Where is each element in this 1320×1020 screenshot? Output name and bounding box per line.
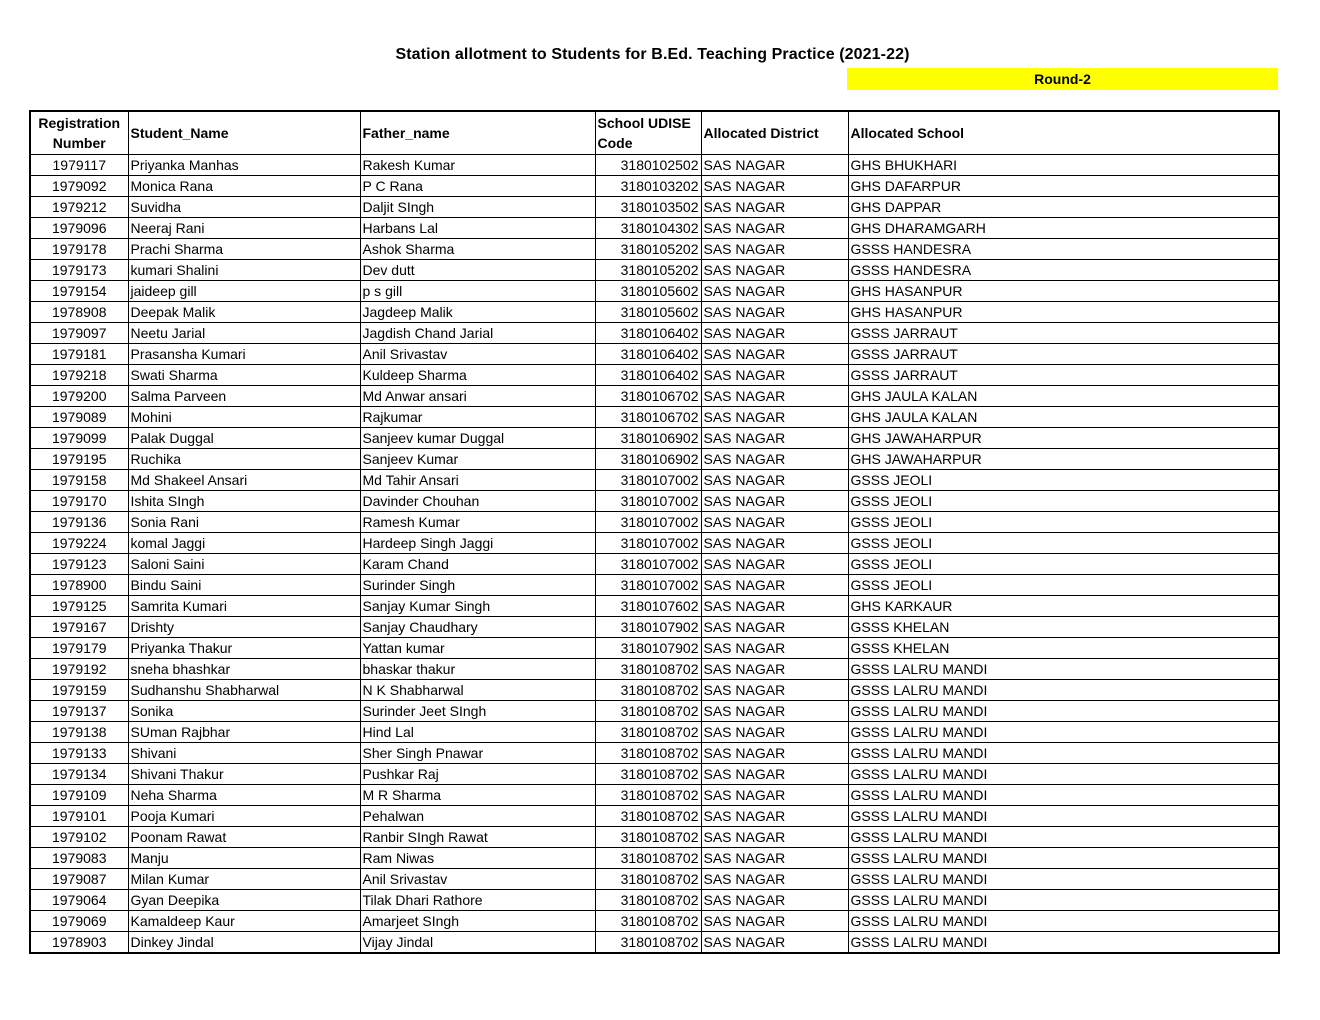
- school-cell: GSSS LALRU MANDI: [848, 680, 1279, 701]
- table-row: [30, 239, 1279, 260]
- student-name-cell: Saloni Saini: [128, 554, 360, 575]
- school-cell: GHS JAULA KALAN: [848, 407, 1279, 428]
- district-cell: SAS NAGAR: [701, 533, 848, 554]
- table-row: [30, 680, 1279, 701]
- district-cell: SAS NAGAR: [701, 155, 848, 176]
- father-name-cell: Sanjeev kumar Duggal: [360, 428, 595, 449]
- table-row: [30, 533, 1279, 554]
- district-cell: SAS NAGAR: [701, 617, 848, 638]
- header-student-name: Student_Name: [128, 111, 360, 155]
- table-row: [30, 911, 1279, 932]
- school-cell: GSSS LALRU MANDI: [848, 806, 1279, 827]
- udise-code-cell: 3180108702: [595, 722, 701, 743]
- registration-number-cell: 1978900: [30, 575, 128, 596]
- school-cell: GHS JAULA KALAN: [848, 386, 1279, 407]
- district-cell: SAS NAGAR: [701, 827, 848, 848]
- udise-code-cell: 3180107902: [595, 617, 701, 638]
- udise-code-cell: 3180105602: [595, 281, 701, 302]
- school-cell: GSSS JEOLI: [848, 554, 1279, 575]
- table-row: [30, 512, 1279, 533]
- table-row: [30, 764, 1279, 785]
- father-name-cell: Vijay Jindal: [360, 932, 595, 954]
- udise-code-cell: 3180108702: [595, 911, 701, 932]
- table-row: [30, 218, 1279, 239]
- father-name-cell: Md Anwar ansari: [360, 386, 595, 407]
- header-allocated-school: Allocated School: [848, 111, 1279, 155]
- school-cell: GSSS LALRU MANDI: [848, 743, 1279, 764]
- father-name-cell: Kuldeep Sharma: [360, 365, 595, 386]
- udise-code-cell: 3180102502: [595, 155, 701, 176]
- school-cell: GSSS JARRAUT: [848, 323, 1279, 344]
- registration-number-cell: 1979064: [30, 890, 128, 911]
- table-row: [30, 890, 1279, 911]
- udise-code-cell: 3180108702: [595, 932, 701, 954]
- district-cell: SAS NAGAR: [701, 659, 848, 680]
- registration-number-cell: 1979101: [30, 806, 128, 827]
- school-cell: GSSS JEOLI: [848, 575, 1279, 596]
- table-row: [30, 155, 1279, 176]
- father-name-cell: Dev dutt: [360, 260, 595, 281]
- district-cell: SAS NAGAR: [701, 848, 848, 869]
- udise-code-cell: 3180107002: [595, 512, 701, 533]
- table-row: [30, 701, 1279, 722]
- table-row: [30, 197, 1279, 218]
- district-cell: SAS NAGAR: [701, 638, 848, 659]
- father-name-cell: Sanjeev Kumar: [360, 449, 595, 470]
- udise-code-cell: 3180104302: [595, 218, 701, 239]
- student-name-cell: Prasansha Kumari: [128, 344, 360, 365]
- school-cell: GHS KARKAUR: [848, 596, 1279, 617]
- registration-number-cell: 1979069: [30, 911, 128, 932]
- school-cell: GSSS LALRU MANDI: [848, 911, 1279, 932]
- registration-number-cell: 1979087: [30, 869, 128, 890]
- district-cell: SAS NAGAR: [701, 386, 848, 407]
- table-row: [30, 869, 1279, 890]
- table-row: [30, 785, 1279, 806]
- district-cell: SAS NAGAR: [701, 596, 848, 617]
- registration-number-cell: 1979089: [30, 407, 128, 428]
- table-row: [30, 638, 1279, 659]
- student-name-cell: Neha Sharma: [128, 785, 360, 806]
- school-cell: GSSS LALRU MANDI: [848, 722, 1279, 743]
- district-cell: SAS NAGAR: [701, 491, 848, 512]
- table-row: [30, 470, 1279, 491]
- registration-number-cell: 1979167: [30, 617, 128, 638]
- udise-code-cell: 3180108702: [595, 743, 701, 764]
- student-name-cell: Priyanka Manhas: [128, 155, 360, 176]
- father-name-cell: Sanjay Kumar Singh: [360, 596, 595, 617]
- registration-number-cell: 1979218: [30, 365, 128, 386]
- district-cell: SAS NAGAR: [701, 365, 848, 386]
- udise-code-cell: 3180107002: [595, 554, 701, 575]
- father-name-cell: M R Sharma: [360, 785, 595, 806]
- student-name-cell: Shivani Thakur: [128, 764, 360, 785]
- allotment-table: [29, 110, 1280, 954]
- table-row: [30, 743, 1279, 764]
- registration-number-cell: 1979158: [30, 470, 128, 491]
- school-cell: GSSS LALRU MANDI: [848, 764, 1279, 785]
- header-allocated-district: Allocated District: [701, 111, 848, 155]
- udise-code-cell: 3180108702: [595, 764, 701, 785]
- school-cell: GSSS LALRU MANDI: [848, 827, 1279, 848]
- student-name-cell: Ruchika: [128, 449, 360, 470]
- student-name-cell: sneha bhashkar: [128, 659, 360, 680]
- student-name-cell: Ishita SIngh: [128, 491, 360, 512]
- table-row: [30, 386, 1279, 407]
- registration-number-cell: 1979154: [30, 281, 128, 302]
- school-cell: GSSS LALRU MANDI: [848, 659, 1279, 680]
- registration-number-cell: 1979179: [30, 638, 128, 659]
- table-row: [30, 407, 1279, 428]
- round-label: Round-2: [847, 68, 1278, 90]
- father-name-cell: Daljit SIngh: [360, 197, 595, 218]
- district-cell: SAS NAGAR: [701, 785, 848, 806]
- student-name-cell: Sonia Rani: [128, 512, 360, 533]
- student-name-cell: Dinkey Jindal: [128, 932, 360, 954]
- udise-code-cell: 3180105202: [595, 260, 701, 281]
- father-name-cell: Surinder Jeet SIngh: [360, 701, 595, 722]
- registration-number-cell: 1979224: [30, 533, 128, 554]
- student-name-cell: Manju: [128, 848, 360, 869]
- table-row: [30, 491, 1279, 512]
- udise-code-cell: 3180105602: [595, 302, 701, 323]
- table-row: [30, 806, 1279, 827]
- school-cell: GSSS JEOLI: [848, 491, 1279, 512]
- district-cell: SAS NAGAR: [701, 575, 848, 596]
- header-father-name: Father_name: [360, 111, 595, 155]
- district-cell: SAS NAGAR: [701, 554, 848, 575]
- student-name-cell: Priyanka Thakur: [128, 638, 360, 659]
- registration-number-cell: 1979125: [30, 596, 128, 617]
- header-registration-number: Registration Number: [30, 111, 128, 155]
- registration-number-cell: 1979178: [30, 239, 128, 260]
- table-row: [30, 428, 1279, 449]
- header-udise-code: School UDISE Code: [595, 111, 701, 155]
- registration-number-cell: 1979109: [30, 785, 128, 806]
- school-cell: GHS BHUKHARI: [848, 155, 1279, 176]
- father-name-cell: Davinder Chouhan: [360, 491, 595, 512]
- udise-code-cell: 3180106702: [595, 386, 701, 407]
- student-name-cell: Neeraj Rani: [128, 218, 360, 239]
- district-cell: SAS NAGAR: [701, 911, 848, 932]
- registration-number-cell: 1979159: [30, 680, 128, 701]
- udise-code-cell: 3180108702: [595, 869, 701, 890]
- district-cell: SAS NAGAR: [701, 869, 848, 890]
- district-cell: SAS NAGAR: [701, 449, 848, 470]
- student-name-cell: kumari Shalini: [128, 260, 360, 281]
- district-cell: SAS NAGAR: [701, 302, 848, 323]
- father-name-cell: Ashok Sharma: [360, 239, 595, 260]
- udise-code-cell: 3180106902: [595, 428, 701, 449]
- student-name-cell: Salma Parveen: [128, 386, 360, 407]
- student-name-cell: Palak Duggal: [128, 428, 360, 449]
- father-name-cell: Amarjeet SIngh: [360, 911, 595, 932]
- school-cell: GSSS LALRU MANDI: [848, 701, 1279, 722]
- father-name-cell: P C Rana: [360, 176, 595, 197]
- udise-code-cell: 3180106902: [595, 449, 701, 470]
- district-cell: SAS NAGAR: [701, 680, 848, 701]
- table-row: [30, 281, 1279, 302]
- student-name-cell: Samrita Kumari: [128, 596, 360, 617]
- page-title: Station allotment to Students for B.Ed. Teaching Practice (2021-22): [395, 46, 910, 63]
- father-name-cell: Karam Chand: [360, 554, 595, 575]
- district-cell: SAS NAGAR: [701, 260, 848, 281]
- udise-code-cell: 3180106402: [595, 365, 701, 386]
- school-cell: GHS DHARAMGARH: [848, 218, 1279, 239]
- district-cell: SAS NAGAR: [701, 281, 848, 302]
- school-cell: GHS HASANPUR: [848, 302, 1279, 323]
- student-name-cell: Deepak Malik: [128, 302, 360, 323]
- registration-number-cell: 1979138: [30, 722, 128, 743]
- district-cell: SAS NAGAR: [701, 806, 848, 827]
- student-name-cell: Milan Kumar: [128, 869, 360, 890]
- school-cell: GSSS LALRU MANDI: [848, 785, 1279, 806]
- table-row: [30, 722, 1279, 743]
- table-row: [30, 848, 1279, 869]
- father-name-cell: Anil Srivastav: [360, 869, 595, 890]
- registration-number-cell: 1979083: [30, 848, 128, 869]
- school-cell: GSSS LALRU MANDI: [848, 869, 1279, 890]
- table-row: [30, 554, 1279, 575]
- father-name-cell: p s gill: [360, 281, 595, 302]
- school-cell: GSSS JEOLI: [848, 470, 1279, 491]
- father-name-cell: Sher Singh Pnawar: [360, 743, 595, 764]
- student-name-cell: jaideep gill: [128, 281, 360, 302]
- district-cell: SAS NAGAR: [701, 239, 848, 260]
- udise-code-cell: 3180108702: [595, 848, 701, 869]
- father-name-cell: Ramesh Kumar: [360, 512, 595, 533]
- registration-number-cell: 1979092: [30, 176, 128, 197]
- district-cell: SAS NAGAR: [701, 932, 848, 954]
- school-cell: GHS DAPPAR: [848, 197, 1279, 218]
- table-row: [30, 827, 1279, 848]
- district-cell: SAS NAGAR: [701, 470, 848, 491]
- udise-code-cell: 3180105202: [595, 239, 701, 260]
- school-cell: GSSS JARRAUT: [848, 365, 1279, 386]
- registration-number-cell: 1979136: [30, 512, 128, 533]
- student-name-cell: Suvidha: [128, 197, 360, 218]
- district-cell: SAS NAGAR: [701, 701, 848, 722]
- table-row: [30, 323, 1279, 344]
- registration-number-cell: 1979097: [30, 323, 128, 344]
- school-cell: GHS HASANPUR: [848, 281, 1279, 302]
- school-cell: GSSS KHELAN: [848, 638, 1279, 659]
- district-cell: SAS NAGAR: [701, 407, 848, 428]
- father-name-cell: N K Shabharwal: [360, 680, 595, 701]
- student-name-cell: Prachi Sharma: [128, 239, 360, 260]
- father-name-cell: Surinder Singh: [360, 575, 595, 596]
- student-name-cell: Sonika: [128, 701, 360, 722]
- district-cell: SAS NAGAR: [701, 344, 848, 365]
- student-name-cell: Gyan Deepika: [128, 890, 360, 911]
- district-cell: SAS NAGAR: [701, 722, 848, 743]
- udise-code-cell: 3180106402: [595, 344, 701, 365]
- table-row: [30, 659, 1279, 680]
- father-name-cell: Ranbir SIngh Rawat: [360, 827, 595, 848]
- udise-code-cell: 3180108702: [595, 806, 701, 827]
- father-name-cell: Jagdeep Malik: [360, 302, 595, 323]
- student-name-cell: Bindu Saini: [128, 575, 360, 596]
- student-name-cell: Swati Sharma: [128, 365, 360, 386]
- student-name-cell: Poonam Rawat: [128, 827, 360, 848]
- table-row: [30, 176, 1279, 197]
- school-cell: GSSS LALRU MANDI: [848, 848, 1279, 869]
- registration-number-cell: 1979212: [30, 197, 128, 218]
- udise-code-cell: 3180108702: [595, 701, 701, 722]
- school-cell: GSSS HANDESRA: [848, 260, 1279, 281]
- father-name-cell: Md Tahir Ansari: [360, 470, 595, 491]
- registration-number-cell: 1979102: [30, 827, 128, 848]
- district-cell: SAS NAGAR: [701, 890, 848, 911]
- district-cell: SAS NAGAR: [701, 197, 848, 218]
- udise-code-cell: 3180108702: [595, 659, 701, 680]
- father-name-cell: Pehalwan: [360, 806, 595, 827]
- father-name-cell: Hardeep Singh Jaggi: [360, 533, 595, 554]
- registration-number-cell: 1979123: [30, 554, 128, 575]
- district-cell: SAS NAGAR: [701, 512, 848, 533]
- father-name-cell: Tilak Dhari Rathore: [360, 890, 595, 911]
- father-name-cell: Ram Niwas: [360, 848, 595, 869]
- udise-code-cell: 3180107002: [595, 533, 701, 554]
- udise-code-cell: 3180106702: [595, 407, 701, 428]
- registration-number-cell: 1979096: [30, 218, 128, 239]
- udise-code-cell: 3180108702: [595, 680, 701, 701]
- father-name-cell: Rakesh Kumar: [360, 155, 595, 176]
- registration-number-cell: 1979117: [30, 155, 128, 176]
- udise-code-cell: 3180107902: [595, 638, 701, 659]
- school-cell: GHS JAWAHARPUR: [848, 428, 1279, 449]
- registration-number-cell: 1979099: [30, 428, 128, 449]
- father-name-cell: Harbans Lal: [360, 218, 595, 239]
- registration-number-cell: 1979200: [30, 386, 128, 407]
- district-cell: SAS NAGAR: [701, 428, 848, 449]
- student-name-cell: Neetu Jarial: [128, 323, 360, 344]
- udise-code-cell: 3180107602: [595, 596, 701, 617]
- table-row: [30, 596, 1279, 617]
- student-name-cell: SUman Rajbhar: [128, 722, 360, 743]
- registration-number-cell: 1979134: [30, 764, 128, 785]
- student-name-cell: Drishty: [128, 617, 360, 638]
- student-name-cell: Sudhanshu Shabharwal: [128, 680, 360, 701]
- registration-number-cell: 1979133: [30, 743, 128, 764]
- registration-number-cell: 1979195: [30, 449, 128, 470]
- student-name-cell: Pooja Kumari: [128, 806, 360, 827]
- registration-number-cell: 1978903: [30, 932, 128, 954]
- udise-code-cell: 3180108702: [595, 827, 701, 848]
- student-name-cell: Mohini: [128, 407, 360, 428]
- table-row: [30, 260, 1279, 281]
- registration-number-cell: 1979181: [30, 344, 128, 365]
- father-name-cell: Hind Lal: [360, 722, 595, 743]
- table-body: [30, 155, 1279, 954]
- father-name-cell: Jagdish Chand Jarial: [360, 323, 595, 344]
- registration-number-cell: 1979192: [30, 659, 128, 680]
- registration-number-cell: 1979173: [30, 260, 128, 281]
- table-row: [30, 302, 1279, 323]
- table-row: [30, 365, 1279, 386]
- father-name-cell: Rajkumar: [360, 407, 595, 428]
- student-name-cell: komal Jaggi: [128, 533, 360, 554]
- registration-number-cell: 1979137: [30, 701, 128, 722]
- udise-code-cell: 3180103502: [595, 197, 701, 218]
- udise-code-cell: 3180108702: [595, 785, 701, 806]
- father-name-cell: Yattan kumar: [360, 638, 595, 659]
- udise-code-cell: 3180107002: [595, 491, 701, 512]
- father-name-cell: Anil Srivastav: [360, 344, 595, 365]
- udise-code-cell: 3180103202: [595, 176, 701, 197]
- district-cell: SAS NAGAR: [701, 743, 848, 764]
- district-cell: SAS NAGAR: [701, 764, 848, 785]
- table-row: [30, 344, 1279, 365]
- father-name-cell: Pushkar Raj: [360, 764, 595, 785]
- district-cell: SAS NAGAR: [701, 176, 848, 197]
- father-name-cell: bhaskar thakur: [360, 659, 595, 680]
- table-row: [30, 449, 1279, 470]
- header-row: [30, 111, 1279, 155]
- udise-code-cell: 3180107002: [595, 575, 701, 596]
- school-cell: GSSS JARRAUT: [848, 344, 1279, 365]
- udise-code-cell: 3180106402: [595, 323, 701, 344]
- student-name-cell: Md Shakeel Ansari: [128, 470, 360, 491]
- school-cell: GSSS LALRU MANDI: [848, 932, 1279, 954]
- table-row: [30, 617, 1279, 638]
- registration-number-cell: 1979170: [30, 491, 128, 512]
- student-name-cell: Monica Rana: [128, 176, 360, 197]
- school-cell: GSSS KHELAN: [848, 617, 1279, 638]
- father-name-cell: Sanjay Chaudhary: [360, 617, 595, 638]
- udise-code-cell: 3180107002: [595, 470, 701, 491]
- school-cell: GHS JAWAHARPUR: [848, 449, 1279, 470]
- udise-code-cell: 3180108702: [595, 890, 701, 911]
- district-cell: SAS NAGAR: [701, 218, 848, 239]
- student-name-cell: Shivani: [128, 743, 360, 764]
- student-name-cell: Kamaldeep Kaur: [128, 911, 360, 932]
- table-row: [30, 932, 1279, 954]
- table-row: [30, 575, 1279, 596]
- school-cell: GHS DAFARPUR: [848, 176, 1279, 197]
- school-cell: GSSS JEOLI: [848, 512, 1279, 533]
- school-cell: GSSS JEOLI: [848, 533, 1279, 554]
- district-cell: SAS NAGAR: [701, 323, 848, 344]
- school-cell: GSSS LALRU MANDI: [848, 890, 1279, 911]
- registration-number-cell: 1978908: [30, 302, 128, 323]
- school-cell: GSSS HANDESRA: [848, 239, 1279, 260]
